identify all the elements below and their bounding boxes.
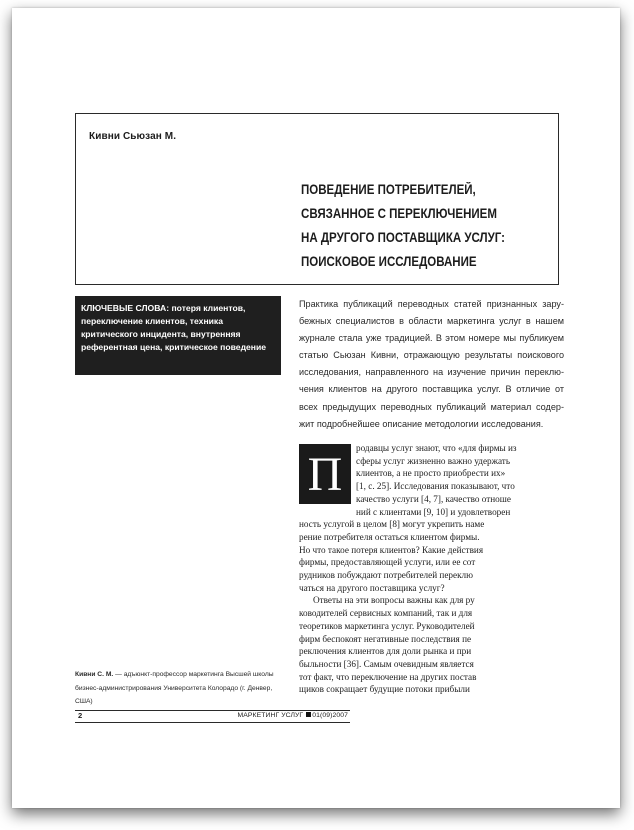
body-line: рудников побуждают потребителей переклю bbox=[299, 570, 474, 581]
title-line: ПОИСКОВОЕ ИССЛЕДОВАНИЕ bbox=[301, 254, 477, 269]
square-bullet-icon bbox=[306, 712, 311, 717]
footer-rule-bottom bbox=[75, 722, 350, 723]
article-header-frame bbox=[75, 113, 559, 285]
body-line: ководителей сервисных компаний, так и для bbox=[299, 608, 473, 619]
article-body bbox=[299, 442, 564, 696]
body-line: [1, с. 25]. Исследования показывают, что bbox=[356, 481, 515, 492]
body-line: клиентов, а не просто приобрести их» bbox=[356, 468, 506, 479]
body-line: сферы услуг жизненно важно удержать bbox=[356, 455, 511, 466]
title-line: ПОВЕДЕНИЕ ПОТРЕБИТЕЛЕЙ, bbox=[301, 182, 476, 197]
keywords-box bbox=[75, 296, 281, 375]
body-line: чаться на другого поставщика услуг? bbox=[299, 582, 445, 593]
article-title bbox=[301, 178, 516, 274]
journal-page bbox=[12, 8, 620, 808]
keywords-label: КЛЮЧЕВЫЕ СЛОВА: bbox=[81, 303, 170, 313]
body-line: Ответы на эти вопросы важны как для ру bbox=[313, 595, 475, 606]
body-line: тот факт, что переключение на других постав bbox=[299, 671, 477, 682]
body-line: щиков сокращает будущие потоки прибыли bbox=[299, 684, 470, 695]
body-line: ний с клиентами [9, 10] и удовлетворен bbox=[356, 506, 511, 517]
body-line: теоретиков маркетинга услуг. Руководителей bbox=[299, 620, 475, 631]
footer-rule-top bbox=[75, 710, 350, 711]
journal-footer bbox=[212, 712, 348, 719]
bio-name: Кивни С. М. bbox=[75, 671, 114, 678]
drop-cap: П bbox=[299, 444, 351, 504]
journal-issue: 01(09)2007 bbox=[312, 712, 348, 719]
keywords-text: потеря клиентов, переключение клиентов, техника критического инцидента, внутренняя референтная цена, критическое поведение bbox=[81, 303, 267, 352]
author-bio bbox=[75, 668, 290, 709]
body-line: ность услугой в целом [8] могут укрепить наме bbox=[299, 519, 485, 530]
title-line: НА ДРУГОГО ПОСТАВЩИКА УСЛУГ: bbox=[301, 230, 506, 245]
editorial-intro: Практика публикаций переводных статей признанных зарубежных специалистов в области маркетинга услуг в нашем журнале стала уже традицией. В этом номере мы публикуем статью Сьюзан Кивни, отражающую результаты поискового исследования, направленного на изучение причин переключения клиентов на другого поставщика услуг. В отличие от всех предыдущих переводных публикаций материал содержит подробнейшее описание методологии исследования. bbox=[299, 299, 564, 429]
body-line: реключения клиентов для доли рынка и при bbox=[299, 646, 472, 657]
body-line: фирм беспокоят негативные последствия пе bbox=[299, 633, 472, 644]
body-line: быльности [36]. Самым очевидным является bbox=[299, 658, 474, 669]
page-number: 2 bbox=[78, 711, 83, 720]
author-name: Кивни Сьюзан М. bbox=[89, 131, 177, 142]
journal-name: МАРКЕТИНГ УСЛУГ bbox=[237, 712, 304, 719]
body-line: родавцы услуг знают, что «для фирмы из bbox=[356, 443, 517, 453]
bio-text: — адъюнкт-профессор маркетинга Высшей школы бизнес-администрирования Университета Колорадо (г. Денвер, США) bbox=[75, 671, 274, 705]
title-line: СВЯЗАННОЕ С ПЕРЕКЛЮЧЕНИЕМ bbox=[301, 206, 497, 221]
body-line: качество услуги [4, 7], качество отноше bbox=[356, 493, 511, 504]
body-line: рение потребителя остаться клиентом фирмы. bbox=[299, 531, 480, 542]
body-line: Но что такое потеря клиентов? Какие действия bbox=[299, 544, 484, 555]
body-line: фирмы, предоставляющей услуги, или ее сот bbox=[299, 557, 476, 568]
